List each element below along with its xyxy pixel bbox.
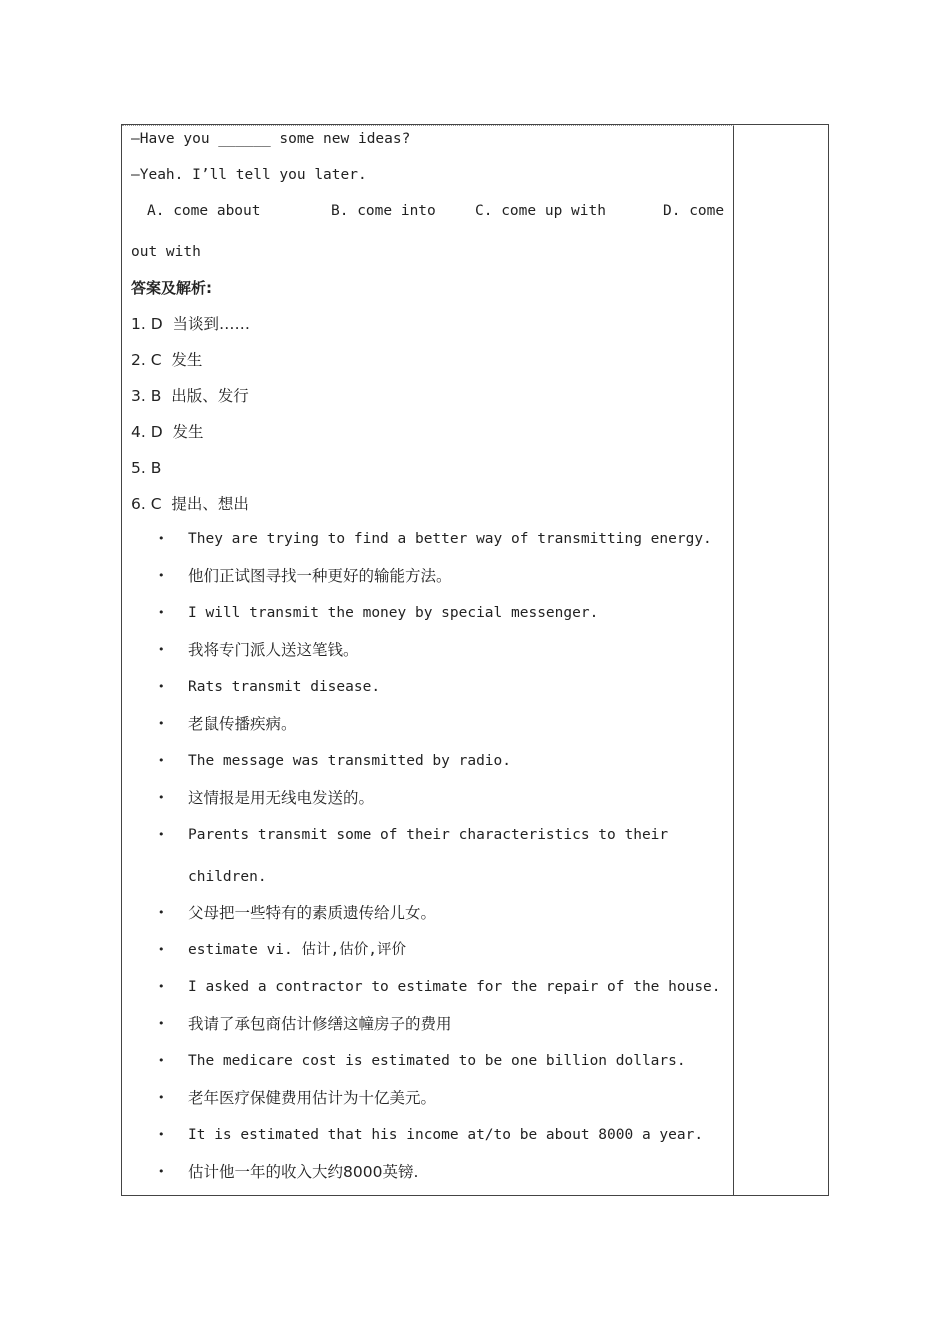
bullet-dot: • [158, 569, 165, 582]
bullet-text: Parents transmit some of their characteristics to their [188, 827, 669, 843]
bullet-dot: • [158, 532, 165, 545]
answers-heading: 答案及解析: [131, 279, 212, 297]
option-a: A. come about [147, 203, 261, 219]
content-cell [122, 125, 734, 1195]
bullet-dot: • [158, 643, 165, 656]
bullet-dot: • [158, 906, 165, 919]
option-d-continued: out with [131, 244, 201, 260]
bullet-text: estimate vi. 估计,估价,评价 [188, 942, 406, 958]
document-table [121, 124, 829, 1196]
bullet-text: I asked a contractor to estimate for the repair of the house. [188, 979, 721, 995]
bullet-text: 估计他一年的收入大约8000英镑. [188, 1163, 419, 1181]
answer-item: 5. B [131, 459, 162, 477]
option-b: B. come into [331, 203, 436, 219]
answer-item: 1. D 当谈到…… [131, 315, 251, 333]
cell-top-border [122, 125, 734, 126]
answer-item: 6. C 提出、想出 [131, 495, 249, 513]
bullet-text: It is estimated that his income at/to be about 8000 a year. [188, 1127, 704, 1143]
bullet-dot: • [158, 606, 165, 619]
bullet-text: 我将专门派人送这笔钱。 [188, 641, 359, 659]
answer-item: 3. B 出版、发行 [131, 387, 249, 405]
bullet-dot: • [158, 754, 165, 767]
option-c: C. come up with [475, 203, 606, 219]
bullet-dot: • [158, 943, 165, 956]
answer-item: 4. D 发生 [131, 423, 204, 441]
bullet-dot: • [158, 1128, 165, 1141]
bullet-dot: • [158, 980, 165, 993]
bullet-dot: • [158, 1091, 165, 1104]
question-line-2: —Yeah. I’ll tell you later. [131, 167, 367, 183]
option-d: D. come [663, 203, 725, 219]
bullet-text: The message was transmitted by radio. [188, 753, 512, 769]
bullet-dot: • [158, 828, 165, 841]
bullet-dot: • [158, 680, 165, 693]
bullet-text: I will transmit the money by special messenger. [188, 605, 599, 621]
bullet-dot: • [158, 791, 165, 804]
bullet-text: 老鼠传播疾病。 [188, 715, 297, 733]
question-line-1: —Have you ______ some new ideas? [131, 131, 411, 147]
bullet-text: The medicare cost is estimated to be one billion dollars. [188, 1053, 686, 1069]
bullet-text: Rats transmit disease. [188, 679, 381, 695]
bullet-dot: • [158, 717, 165, 730]
notes-cell [734, 125, 829, 1195]
bullet-text: 我请了承包商估计修缮这幢房子的费用 [188, 1015, 452, 1033]
bullet-dot: • [158, 1054, 165, 1067]
bullet-text-continued: children. [188, 869, 267, 885]
bullet-text: 他们正试图寻找一种更好的输能方法。 [188, 567, 452, 585]
bullet-text: 老年医疗保健费用估计为十亿美元。 [188, 1089, 437, 1107]
bullet-text: They are trying to find a better way of transmitting energy. [188, 531, 712, 547]
bullet-dot: • [158, 1017, 165, 1030]
bullet-dot: • [158, 1165, 165, 1178]
bullet-text: 父母把一些特有的素质遗传给儿女。 [188, 904, 437, 922]
answer-item: 2. C 发生 [131, 351, 203, 369]
bullet-text: 这情报是用无线电发送的。 [188, 789, 375, 807]
